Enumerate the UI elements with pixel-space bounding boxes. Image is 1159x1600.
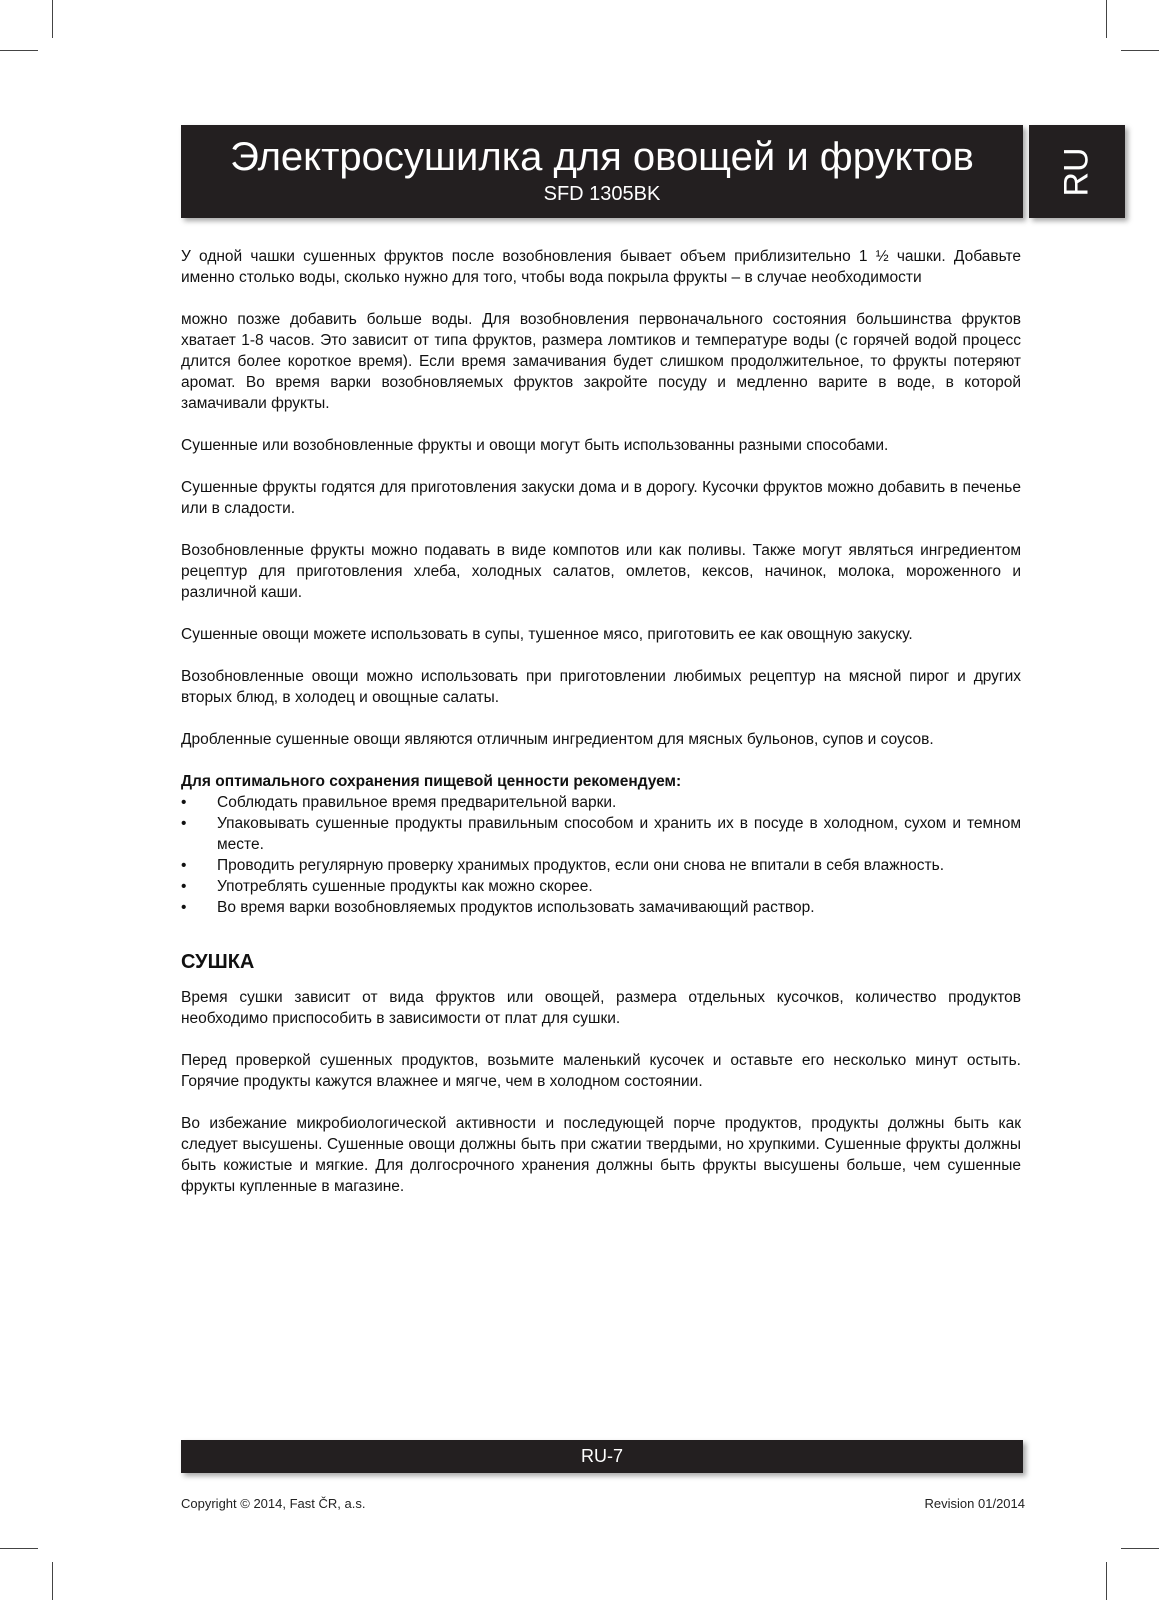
list-item-text: Проводить регулярную проверку хранимых продуктов, если они снова не впитали в себя влажность. xyxy=(217,857,945,874)
crop-mark xyxy=(0,1548,38,1549)
page-title: Электросушилка для овощей и фруктов xyxy=(230,135,974,179)
list-item xyxy=(181,897,1021,918)
paragraph: Во избежание микробиологической активности и последующей порче продуктов, продукты должны быть как следует высушены. Сушенные овощи должны быть при сжатии твердыми, но хрупкими. Сушенные фрукты должны быть кожистые и мягкие. Для долгосрочного хранения должны быть фрукты высушены больше, чем сушенные фрукты купленные в магазине. xyxy=(181,1115,1021,1195)
model-number: SFD 1305BK xyxy=(543,183,661,205)
main-content xyxy=(181,246,1021,1218)
paragraph: можно позже добавить больше воды. Для возобновления первоначального состояния большинства фруктов хватает 1-8 часов. Это зависит от типа фруктов, размера ломтиков и температуре воды (с горячей водой процесс длится более короткое время). Если время замачивания будет слишком продолжительное, то фрукты потеряют аромат. Во время варки возобновляемых фруктов закройте посуду и медленно варите в воде, в которой замачивали фрукты. xyxy=(181,311,1021,412)
paragraph: Сушенные или возобновленные фрукты и овощи могут быть использованны разными способами. xyxy=(181,437,889,454)
bullet-icon: • xyxy=(181,857,187,874)
crop-mark xyxy=(52,1562,53,1600)
crop-mark xyxy=(1121,50,1159,51)
paragraph: Сушенные фрукты годятся для приготовления закуски дома и в дорогу. Кусочки фруктов можно добавить в печенье или в сладости. xyxy=(181,479,1021,517)
section-title: СУШКА xyxy=(181,951,255,973)
page-number: RU-7 xyxy=(580,1446,623,1466)
page-number-bar xyxy=(181,1440,1023,1473)
paragraph: Сушенные овощи можете использовать в супы, тушенное мясо, приготовить ее как овощную закуску. xyxy=(181,626,913,643)
list-item-text: Употреблять сушенные продукты как можно скорее. xyxy=(217,878,593,895)
list-item-text: Упаковывать сушенные продукты правильным способом и хранить их в посуде в холодном, сухом и темном месте. xyxy=(217,815,1021,853)
language-tab xyxy=(1029,125,1125,218)
bullet-icon: • xyxy=(181,815,187,832)
bullet-icon: • xyxy=(181,794,187,811)
paragraph: Возобновленные фрукты можно подавать в виде компотов или как поливы. Также могут являться ингредиентом рецептур для приготовления хлеба, холодных салатов, омлетов, кексов, начинок, молока, мороженного и различной каши. xyxy=(181,542,1021,601)
list-item xyxy=(181,792,1021,813)
bullet-icon: • xyxy=(181,878,187,895)
crop-mark xyxy=(1121,1548,1159,1549)
crop-mark xyxy=(1106,0,1107,38)
recommendation-heading: Для оптимального сохранения пищевой ценности рекомендуем: xyxy=(181,773,682,790)
revision-label: Revision 01/2014 xyxy=(924,1496,1025,1511)
paragraph: Время сушки зависит от вида фруктов или овощей, размера отдельных кусочков, количество продуктов необходимо приспособить в зависимости от плат для сушки. xyxy=(181,989,1021,1027)
paragraph: Перед проверкой сушенных продуктов, возьмите маленький кусочек и оставьте его несколько минут остыть. Горячие продукты кажутся влажнее и мягче, чем в холодном состоянии. xyxy=(181,1052,1021,1090)
list-item xyxy=(181,813,1021,855)
crop-mark xyxy=(0,50,38,51)
list-item xyxy=(181,876,1021,897)
list-item-text: Соблюдать правильное время предварительной варки. xyxy=(217,794,617,811)
crop-mark xyxy=(52,0,53,38)
header-banner xyxy=(181,125,1023,218)
copyright-notice: Copyright © 2014, Fast ČR, a.s. xyxy=(181,1496,366,1511)
recommendation-list xyxy=(181,792,1021,918)
crop-mark xyxy=(1106,1562,1107,1600)
list-item xyxy=(181,855,1021,876)
paragraph: Возобновленные овощи можно использовать при приготовлении любимых рецептур на мясной пирог и других вторых блюд, в холодец и овощные салаты. xyxy=(181,668,1021,706)
language-label: RU xyxy=(1057,146,1096,197)
list-item-text: Во время варки возобновляемых продуктов использовать замачивающий раствор. xyxy=(217,899,815,916)
paragraph: Дробленные сушенные овощи являются отличным ингредиентом для мясных бульонов, супов и соусов. xyxy=(181,731,934,748)
bullet-icon: • xyxy=(181,899,187,916)
paragraph: У одной чашки сушенных фруктов после возобновления бывает объем приблизительно 1 ½ чашки. Добавьте именно столько воды, сколько нужно для того, чтобы вода покрыла фрукты – в случае необходимости xyxy=(181,248,1021,286)
